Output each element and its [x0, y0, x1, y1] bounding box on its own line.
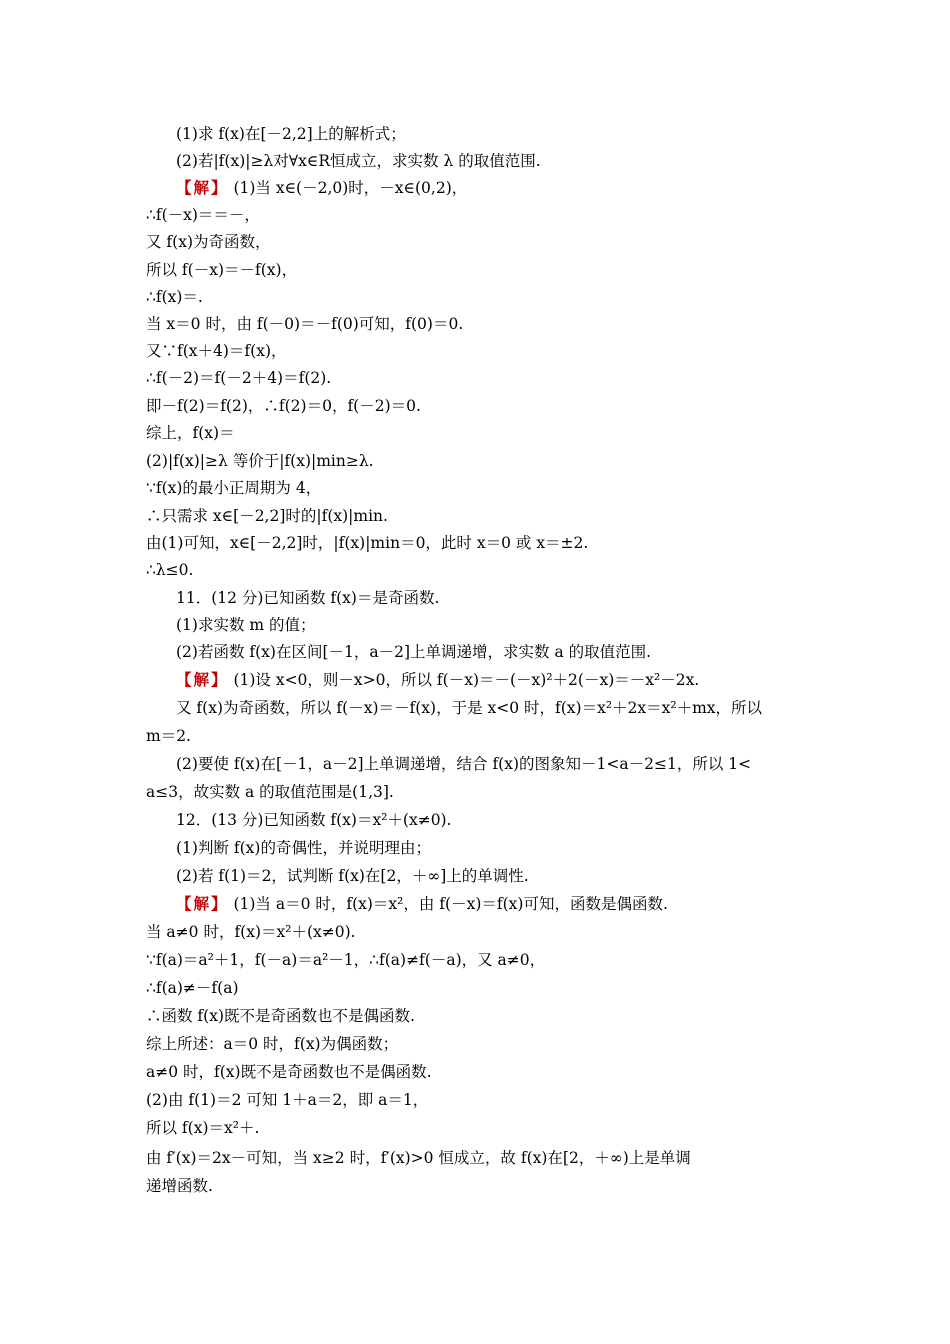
text-line: (2)若函数 f(x)在区间[－1，a－2]上单调递增，求实数 a 的取值范围.: [176, 643, 652, 661]
text-line: (1)判断 f(x)的奇偶性，并说明理由；: [176, 839, 431, 857]
text-line: ∴f(－x)＝＝－，: [146, 206, 260, 224]
text-line: ∴只需求 x∈[－2,2]时的|f(x)|min.: [146, 507, 388, 525]
text-line: (1)求 f(x)在[－2,2]上的解析式；: [176, 125, 406, 143]
text-line: ∴λ≤0.: [146, 561, 194, 579]
text-line: ∴f(x)＝.: [146, 288, 203, 306]
text-line: 当 a≠0 时，f(x)＝x²＋(x≠0).: [146, 923, 356, 941]
text-line: 综上，f(x)＝: [146, 424, 235, 442]
text-line: 所以 f(－x)＝－f(x)，: [146, 261, 298, 279]
text-line: a≤3，故实数 a 的取值范围是(1,3].: [146, 783, 394, 801]
text-line: m＝2.: [146, 727, 191, 745]
text-line: (2)由 f(1)＝2 可知 1＋a＝2，即 a＝1，: [146, 1091, 429, 1109]
text-line: ∴函数 f(x)既不是奇函数也不是偶函数.: [146, 1007, 415, 1025]
text-line: 当 x＝0 时，由 f(－0)＝－f(0)可知，f(0)＝0.: [146, 315, 464, 333]
text-line: 【解】 (1)设 x<0，则－x>0，所以 f(－x)＝－(－x)²＋2(－x)＝－x²－2x.: [176, 670, 700, 689]
text-line: 【解】 (1)当 a＝0 时，f(x)＝x²，由 f(－x)＝f(x)可知，函数是偶函数.: [176, 894, 668, 913]
text-line: ∵f(x)的最小正周期为 4，: [146, 479, 322, 497]
text-line: 【解】 (1)当 x∈(－2,0)时，－x∈(0,2)，: [176, 178, 468, 197]
text-line: 又 f(x)为奇函数，: [146, 233, 271, 251]
text-line: 又∵f(x＋4)＝f(x)，: [146, 342, 287, 360]
text-line: ∵f(a)＝a²＋1，f(－a)＝a²－1，∴f(a)≠f(－a)，又 a≠0，: [146, 951, 546, 969]
text-line: 所以 f(x)＝x²＋.: [146, 1119, 260, 1137]
solution-label: 【解】: [176, 670, 229, 689]
text-line: ∴f(a)≠－f(a): [146, 979, 239, 997]
text-line: (2)若|f(x)|≥λ对∀x∈R恒成立，求实数 λ 的取值范围.: [176, 152, 541, 170]
text-line: 即－f(2)＝f(2)，∴f(2)＝0，f(－2)＝0.: [146, 397, 421, 415]
text-line: 又 f(x)为奇函数，所以 f(－x)＝－f(x)，于是 x<0 时，f(x)＝x²＋2x＝x²＋mx，所以: [176, 699, 763, 717]
text-line: (1)求实数 m 的值；: [176, 616, 316, 634]
text-line: (2)若 f(1)＝2，试判断 f(x)在[2，＋∞]上的单调性.: [176, 867, 529, 885]
text-line: ∴f(－2)＝f(－2＋4)＝f(2).: [146, 369, 332, 387]
text-line: a≠0 时，f(x)既不是奇函数也不是偶函数.: [146, 1063, 432, 1081]
text-line: (2)要使 f(x)在[－1，a－2]上单调递增，结合 f(x)的图象知－1<a－2≤1，所以 1<: [176, 755, 752, 773]
text-line: 由(1)可知，x∈[－2,2]时，|f(x)|min＝0，此时 x＝0 或 x＝±2.: [146, 534, 589, 552]
solution-label: 【解】: [176, 178, 229, 197]
text-line: (2)|f(x)|≥λ 等价于|f(x)|min≥λ.: [146, 452, 374, 470]
text-line: 递增函数.: [146, 1177, 213, 1195]
question-heading: 11．(12 分)已知函数 f(x)＝是奇函数.: [176, 589, 440, 607]
text-line: 由 f′(x)＝2x－可知，当 x≥2 时，f′(x)>0 恒成立，故 f(x)在[2，＋∞)上是单调: [146, 1149, 691, 1167]
solution-label: 【解】: [176, 894, 229, 913]
text-line: 综上所述：a＝0 时，f(x)为偶函数；: [146, 1035, 399, 1053]
question-heading: 12．(13 分)已知函数 f(x)＝x²＋(x≠0).: [176, 811, 452, 829]
